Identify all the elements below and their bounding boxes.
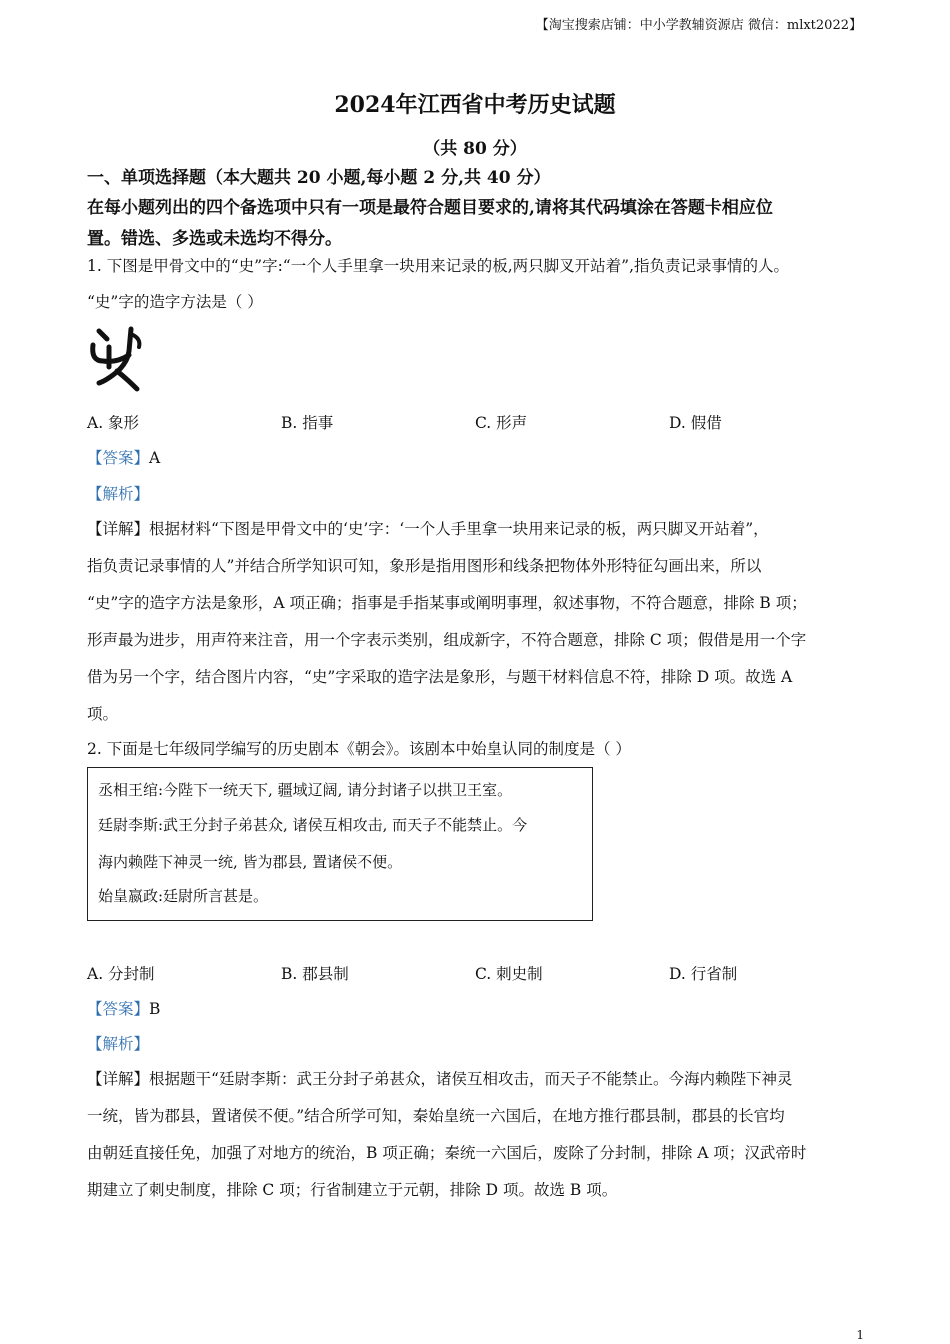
q1-detail-text-1: 根据材料“下图是甲骨文中的‘史’字：‘一个人手里拿一块用来记录的板，两只脚叉开站着”， xyxy=(149,520,769,538)
q1-detail-line-4: 形声最为进步，用声符来注音，用一个字表示类别，组成新字，不符合题意，排除 C 项；假借是用一个字 xyxy=(87,631,807,649)
q2-script-line-1: 丞相王绾:今陛下一统天下, 疆域辽阔, 请分封诸子以拱卫王室。 xyxy=(98,781,513,799)
q1-option-b: B. 指事 xyxy=(281,414,334,432)
page-subtitle: （共 80 分） xyxy=(423,139,527,159)
q2-detail-line-3: 由朝廷直接任免，加强了对地方的统治，B 项正确；秦统一六国后，废除了分封制，排除 A 项；汉武帝时 xyxy=(87,1144,807,1162)
q2-answer-value: B xyxy=(149,1000,161,1018)
q2-answer xyxy=(87,997,160,1019)
q2-script-line-2: 廷尉李斯:武王分封子弟甚众, 诸侯互相攻击, 而天子不能禁止。今 xyxy=(98,816,528,834)
q1-detail-label: 【详解】 xyxy=(87,520,150,538)
q2-script-box xyxy=(87,767,593,921)
section-instruction-line-2: 置。错选、多选或未选均不得分。 xyxy=(87,229,342,249)
q1-detail-line-3: “史”字的造字方法是象形，A 项正确；指事是手指某事或阐明事理，叙述事物，不符合题意，排除 B 项； xyxy=(87,594,807,612)
q1-option-c: C. 形声 xyxy=(475,414,528,432)
q2-detail-line-2: 一统，皆为郡县，置诸侯不便。”结合所学可知，秦始皇统一六国后，在地方推行郡县制，郡县的长官均 xyxy=(87,1107,785,1125)
q2-option-a: A. 分封制 xyxy=(87,965,155,983)
q2-option-b: B. 郡县制 xyxy=(281,965,349,983)
q1-detail-line-5: 借为另一个字，结合图片内容，“史”字采取的造字法是象形，与题干材料信息不符，排除 D 项。故选 A xyxy=(87,668,793,686)
page-title: 2024年江西省中考历史试题 xyxy=(334,92,616,118)
q1-detail-line-2: 指负责记录事情的人”并结合所学知识可知，象形是指用图形和线条把物体外形特征勾画出来，所以 xyxy=(87,557,762,575)
q1-stem-line-2: “史”字的造字方法是（ ） xyxy=(87,293,263,311)
q2-script-line-4: 始皇嬴政:廷尉所言甚是。 xyxy=(98,887,269,905)
q2-detail-line-1 xyxy=(87,1067,792,1089)
q1-analysis-label: 【解析】 xyxy=(87,485,150,503)
q1-detail-line-1 xyxy=(87,517,769,539)
q2-detail-text-1: 根据题干“廷尉李斯：武王分封子弟甚众，诸侯互相攻击，而天子不能禁止。今海内赖陛下神灵 xyxy=(149,1070,793,1088)
q1-answer xyxy=(87,446,160,468)
q1-answer-value: A xyxy=(149,449,161,467)
q1-option-d: D. 假借 xyxy=(669,414,722,432)
q2-stem: 2. 下面是七年级同学编写的历史剧本《朝会》。该剧本中始皇认同的制度是（ ） xyxy=(87,740,631,758)
q2-detail-label: 【详解】 xyxy=(87,1070,150,1088)
section-instruction-line-1: 在每小题列出的四个备选项中只有一项是最符合题目要求的,请将其代码填涂在答题卡相应位 xyxy=(87,198,773,218)
oracle-bone-shi-glyph-image xyxy=(87,325,147,393)
q2-option-d: D. 行省制 xyxy=(669,965,738,983)
header-note: 【淘宝搜索店铺：中小学教辅资源店 微信：mlxt2022】 xyxy=(535,18,862,33)
q1-option-a: A. 象形 xyxy=(87,414,140,432)
q2-answer-label: 【答案】 xyxy=(87,1000,150,1018)
q1-detail-line-6: 项。 xyxy=(87,705,119,723)
q2-analysis-label: 【解析】 xyxy=(87,1035,150,1053)
q2-detail-line-4: 期建立了刺史制度，排除 C 项；行省制建立于元朝，排除 D 项。故选 B 项。 xyxy=(87,1181,618,1199)
q1-stem-line-1: 1. 下图是甲骨文中的“史”字:“一个人手里拿一块用来记录的板,两只脚叉开站着”,指负责记录事情的人。 xyxy=(87,257,789,275)
q1-answer-label: 【答案】 xyxy=(87,449,150,467)
section-heading: 一、单项选择题（本大题共 20 小题,每小题 2 分,共 40 分） xyxy=(87,168,551,188)
page-number: 1 xyxy=(856,1328,864,1342)
q2-script-line-3: 海内赖陛下神灵一统, 皆为郡县, 置诸侯不便。 xyxy=(98,853,403,871)
q2-option-c: C. 刺史制 xyxy=(475,965,543,983)
